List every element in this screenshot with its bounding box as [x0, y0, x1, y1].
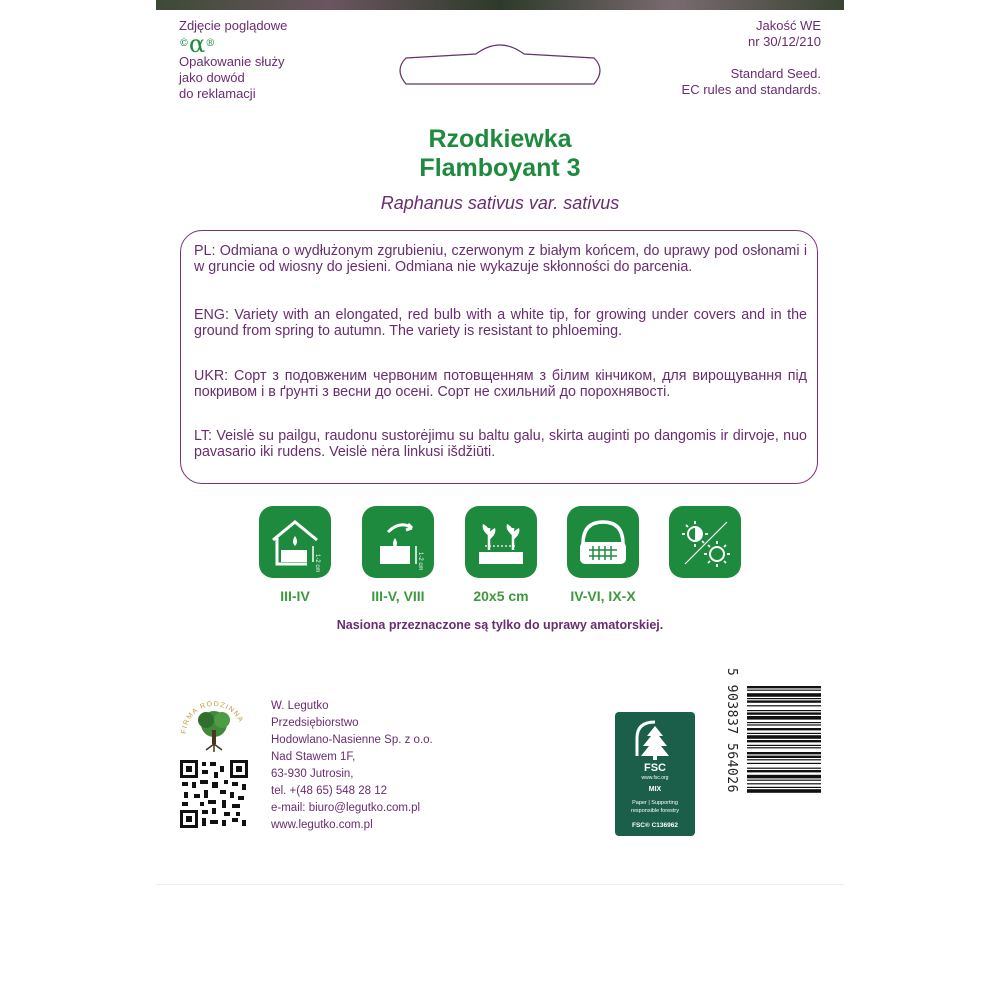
product-photo-strip	[156, 0, 844, 10]
packaging-note-line1: Opakowanie służy	[179, 54, 285, 69]
barcode-bar	[747, 735, 821, 739]
header-left	[179, 18, 287, 102]
product-name-line1: Rzodkiewka	[428, 125, 572, 153]
svg-text:1-2 cm: 1-2 cm	[314, 554, 320, 573]
barcode-bar	[747, 783, 821, 784]
barcode-bar	[747, 705, 821, 706]
barcode-bar	[747, 710, 821, 711]
quality-we: Jakość WE	[755, 18, 821, 33]
barcode-bar	[747, 722, 821, 723]
barcode-bar	[747, 759, 821, 760]
family-company-logo	[178, 690, 250, 756]
barcode-bar	[747, 700, 821, 702]
barcode-bar	[747, 768, 821, 769]
barcode-bar	[747, 745, 821, 746]
company-email[interactable]: e-mail: biuro@legutko.com.pl	[271, 802, 421, 814]
fsc-code: FSC® C136962	[632, 822, 678, 829]
barcode-bar	[747, 716, 821, 720]
description-ua: UKR: Сорт з подовженим червоним потовщенням з білим кінчиком, для вирощування під покривом і в ґрунті з весни до осені. Сорт не схильний до порохнявості.	[194, 368, 807, 400]
barcode-bar	[747, 690, 821, 691]
plant-spacing: 20x5 cm	[473, 588, 529, 604]
company-line3: Hodowlano-Nasienne Sp. z o.o.	[271, 734, 433, 746]
latin-name: Raphanus sativus var. sativus	[380, 193, 620, 213]
company-website[interactable]: www.legutko.com.pl	[271, 819, 373, 831]
svg-text:FIRMA RODZINNA: FIRMA RODZINNA	[180, 700, 245, 735]
barcode-bar	[747, 686, 821, 688]
packaging-note-line3: do reklamacji	[179, 86, 256, 101]
spacing-icon	[465, 506, 537, 578]
barcode-bar	[747, 712, 821, 714]
sowing-cover-months: III-IV	[280, 588, 310, 604]
barcode-bar	[747, 693, 821, 697]
alpha-quality-logo-icon: © α ®	[179, 30, 216, 58]
description-en: ENG: Variety with an elongated, red bulb with a white tip, for growing under covers and in the ground from spring to autumn. The variety is resistant to phloeming.	[194, 307, 807, 339]
harvest-basket-icon	[567, 506, 639, 578]
description-pl: PL: Odmiana o wydłużonym zgrubieniu, czerwonym z białym końcem, do uprawy pod osłonami i w gruncie od wiosny do jesieni. Odmiana nie wykazuje skłonności do parcenia.	[194, 243, 807, 275]
qr-code	[180, 760, 248, 828]
packaging-note-line2: jako dowód	[179, 70, 245, 85]
standard-seed: Standard Seed.	[730, 66, 821, 81]
barcode-bars	[747, 686, 821, 838]
barcode-bar	[747, 728, 821, 730]
fsc-tree-icon	[633, 716, 677, 762]
barcode-bar	[747, 740, 821, 742]
product-name-line2: Flamboyant 3	[419, 154, 581, 182]
illustrative-photo-note: Zdjęcie poglądowe	[179, 18, 288, 33]
barcode-bar	[747, 756, 821, 758]
sun-partial-shade-icon	[669, 506, 741, 578]
fsc-brand: FSC	[644, 762, 666, 774]
field-sowing-icon	[362, 506, 434, 578]
header-right	[682, 18, 821, 98]
fsc-type: MIX	[648, 786, 662, 793]
barcode-bar	[747, 698, 821, 699]
sheet-bottom-edge	[156, 884, 844, 885]
barcode-bar	[747, 770, 821, 772]
company-phone: tel. +(48 65) 548 28 12	[271, 785, 388, 797]
fsc-desc1: Paper | Supporting	[632, 800, 678, 806]
barcode-bar	[747, 752, 821, 754]
barcode-bar	[747, 775, 821, 779]
amateur-use-note: Nasiona przeznaczone są tylko do uprawy amatorskiej.	[336, 618, 664, 632]
barcode-bar	[747, 747, 821, 748]
fsc-desc2: responsible forestry	[631, 808, 679, 814]
barcode-bar	[747, 733, 821, 734]
hang-hole	[396, 40, 604, 88]
barcode-digits: 5 903837 564026	[724, 668, 739, 793]
company-line2: Przedsiębiorstwo	[271, 717, 359, 729]
barcode-bar	[747, 780, 821, 781]
barcode-bar	[747, 787, 821, 788]
company-name: W. Legutko	[271, 700, 329, 712]
svg-text:1-2 cm: 1-2 cm	[417, 552, 423, 571]
description-lt: LT: Veislė su pailgu, raudonu sustorėjimu su baltu galu, skirta auginti po dangomis ir dirvoje, nuo pavasario iki rudens. Veislė nėra linkusi išdžiūti.	[194, 428, 807, 460]
greenhouse-sowing-icon	[259, 506, 331, 578]
company-city: 63-930 Jutrosin,	[271, 768, 354, 780]
harvest-months: IV-VI, IX-X	[570, 588, 636, 604]
fsc-site: www.fsc.org	[641, 775, 669, 781]
barcode-bar	[747, 724, 821, 725]
sowing-field-months: III-V, VIII	[371, 588, 425, 604]
barcode-bar	[747, 763, 821, 764]
company-address	[271, 698, 433, 834]
company-street: Nad Stawem 1F,	[271, 751, 356, 763]
ec-rules: EC rules and standards.	[681, 82, 821, 97]
quality-number: nr 30/12/210	[747, 34, 821, 49]
barcode-bar	[747, 789, 821, 793]
barcode	[724, 668, 823, 840]
fsc-label	[615, 712, 695, 836]
